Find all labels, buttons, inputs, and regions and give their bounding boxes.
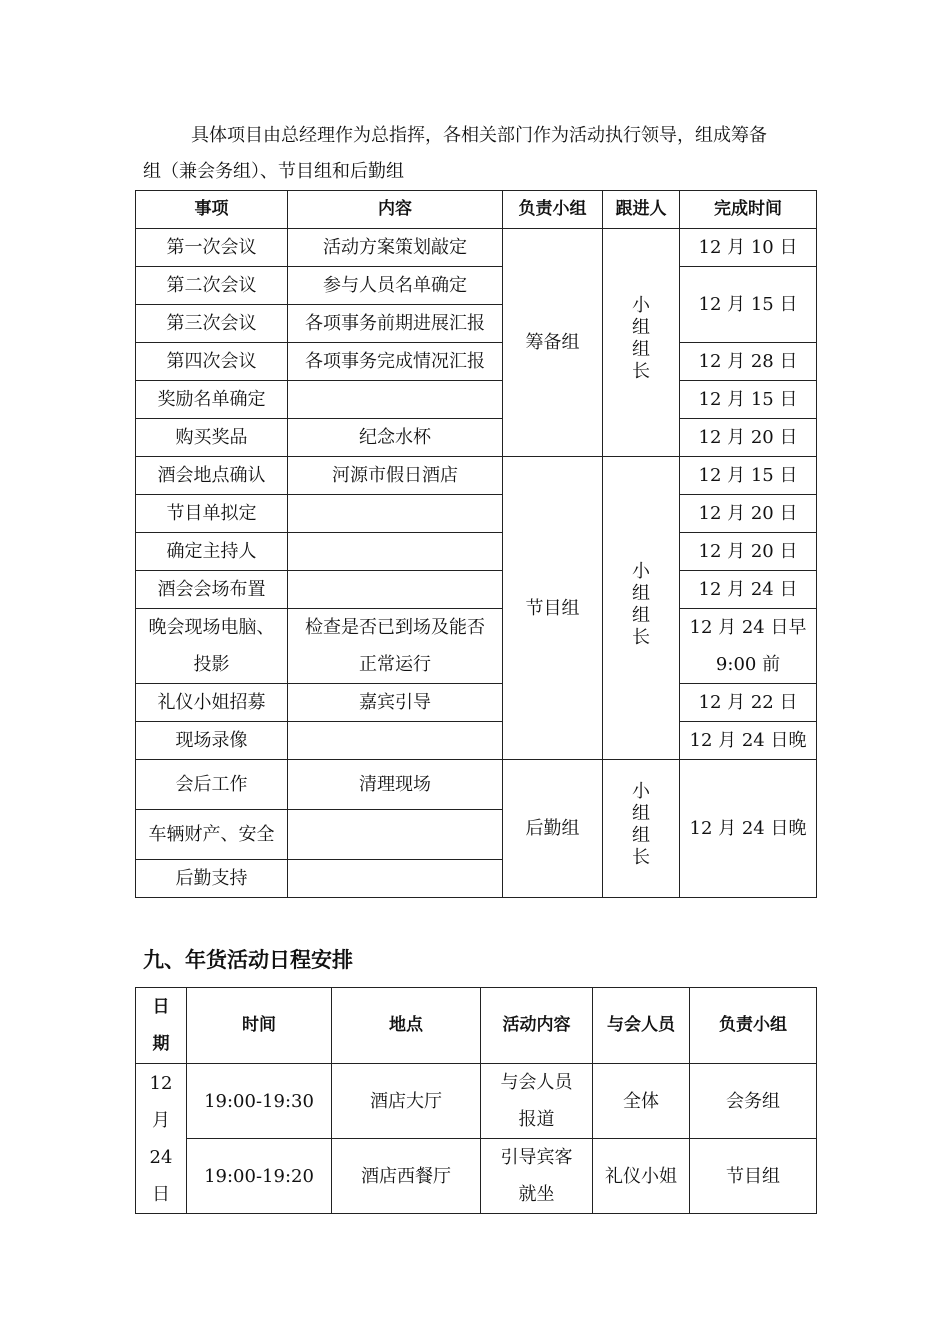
table-row <box>136 381 817 419</box>
item-cell <box>136 609 288 684</box>
table-header-row <box>136 191 817 229</box>
content-cell <box>288 609 503 684</box>
time-cell: 12 月 24 日晚 <box>680 722 817 760</box>
item-line-1: 晚会现场电脑、 <box>148 617 275 638</box>
follower-cell <box>603 229 680 457</box>
section-heading: 九、年货活动日程安排 <box>143 948 353 972</box>
intro-line-2: 组（兼会务组）、节目组和后勤组 <box>143 161 404 182</box>
table-row <box>136 419 817 457</box>
content-cell: 活动方案策划敲定 <box>288 229 503 267</box>
time-cell: 12 月 10 日 <box>680 229 817 267</box>
item-cell: 会后工作 <box>136 760 288 810</box>
follower-cell <box>603 760 680 898</box>
follower-text: 小组组长 <box>632 295 650 382</box>
table-header-row <box>136 988 817 1064</box>
activity-line-2: 报道 <box>518 1109 555 1130</box>
content-cell: 各项事务前期进展汇报 <box>288 305 503 343</box>
content-cell <box>288 810 503 860</box>
intro-paragraph <box>143 118 823 190</box>
table-row <box>136 609 817 684</box>
item-cell: 节目单拟定 <box>136 495 288 533</box>
time-cell: 12 月 20 日 <box>680 533 817 571</box>
activity-cell <box>481 1139 593 1214</box>
header-time: 完成时间 <box>680 191 817 229</box>
time-cell: 12 月 24 日 <box>680 571 817 609</box>
table-row <box>136 722 817 760</box>
place-cell: 酒店大厅 <box>332 1064 481 1139</box>
content-line-1: 检查是否已到场及能否 <box>305 617 485 638</box>
content-cell: 各项事务完成情况汇报 <box>288 343 503 381</box>
group-cell: 节目组 <box>690 1139 817 1214</box>
time-cell: 19:00-19:20 <box>187 1139 332 1214</box>
group-cell: 节目组 <box>503 457 603 760</box>
item-cell: 确定主持人 <box>136 533 288 571</box>
header-follower: 跟进人 <box>603 191 680 229</box>
content-cell: 河源市假日酒店 <box>288 457 503 495</box>
table-row <box>136 1139 817 1214</box>
time-cell: 12 月 24 日晚 <box>680 760 817 898</box>
item-cell: 礼仪小姐招募 <box>136 684 288 722</box>
content-cell: 嘉宾引导 <box>288 684 503 722</box>
content-cell <box>288 571 503 609</box>
content-cell: 纪念水杯 <box>288 419 503 457</box>
activity-line-1: 引导宾客 <box>500 1147 573 1168</box>
content-line-2: 正常运行 <box>359 654 431 675</box>
follower-text: 小组组长 <box>632 781 650 868</box>
item-cell: 酒会地点确认 <box>136 457 288 495</box>
header-item: 事项 <box>136 191 288 229</box>
header-attendees: 与会人员 <box>593 988 690 1064</box>
time-cell: 12 月 15 日 <box>680 457 817 495</box>
time-line-1: 12 月 24 日早 <box>689 617 807 638</box>
content-cell <box>288 722 503 760</box>
header-place: 地点 <box>332 988 481 1064</box>
attendees-cell: 礼仪小姐 <box>593 1139 690 1214</box>
table-row <box>136 229 817 267</box>
item-cell: 车辆财产、安全 <box>136 810 288 860</box>
item-cell: 第四次会议 <box>136 343 288 381</box>
time-cell: 12 月 15 日 <box>680 267 817 343</box>
item-cell: 现场录像 <box>136 722 288 760</box>
time-cell <box>680 609 817 684</box>
time-line-2: 9:00 前 <box>715 654 781 675</box>
follower-text: 小组组长 <box>632 560 650 648</box>
time-cell: 12 月 20 日 <box>680 419 817 457</box>
item-cell: 第二次会议 <box>136 267 288 305</box>
item-line-2: 投影 <box>193 654 230 675</box>
header-group: 负责小组 <box>690 988 817 1064</box>
header-time: 时间 <box>187 988 332 1064</box>
header-date <box>136 988 187 1064</box>
table-row <box>136 760 817 810</box>
table-row <box>136 533 817 571</box>
item-cell: 第一次会议 <box>136 229 288 267</box>
group-cell: 后勤组 <box>503 760 603 898</box>
item-cell: 第三次会议 <box>136 305 288 343</box>
header-content: 内容 <box>288 191 503 229</box>
content-cell <box>288 860 503 898</box>
time-cell: 19:00-19:30 <box>187 1064 332 1139</box>
date-cell <box>136 1064 187 1214</box>
header-date-text: 日期 <box>152 996 170 1054</box>
schedule-table <box>135 987 817 1214</box>
activity-line-1: 与会人员 <box>500 1072 573 1093</box>
table-row <box>136 343 817 381</box>
time-cell: 12 月 28 日 <box>680 343 817 381</box>
intro-line-1: 具体项目由总经理作为总指挥，各相关部门作为活动执行领导，组成筹备 <box>191 125 767 146</box>
header-group: 负责小组 <box>503 191 603 229</box>
activity-line-2: 就坐 <box>518 1184 555 1205</box>
item-cell: 酒会会场布置 <box>136 571 288 609</box>
table-row <box>136 684 817 722</box>
date-text: 12 月 24 日 <box>149 1072 173 1205</box>
group-cell: 筹备组 <box>503 229 603 457</box>
time-cell: 12 月 20 日 <box>680 495 817 533</box>
activity-cell <box>481 1064 593 1139</box>
item-cell: 购买奖品 <box>136 419 288 457</box>
group-cell: 会务组 <box>690 1064 817 1139</box>
table-row <box>136 1064 817 1139</box>
content-cell <box>288 495 503 533</box>
content-cell: 参与人员名单确定 <box>288 267 503 305</box>
time-cell: 12 月 15 日 <box>680 381 817 419</box>
table-row <box>136 457 817 495</box>
content-cell: 清理现场 <box>288 760 503 810</box>
task-table <box>135 190 817 898</box>
place-cell: 酒店西餐厅 <box>332 1139 481 1214</box>
follower-cell <box>603 457 680 760</box>
header-activity: 活动内容 <box>481 988 593 1064</box>
content-cell <box>288 533 503 571</box>
item-cell: 奖励名单确定 <box>136 381 288 419</box>
table-row <box>136 571 817 609</box>
time-cell: 12 月 22 日 <box>680 684 817 722</box>
table-row <box>136 267 817 305</box>
table-row <box>136 495 817 533</box>
attendees-cell: 全体 <box>593 1064 690 1139</box>
item-cell: 后勤支持 <box>136 860 288 898</box>
content-cell <box>288 381 503 419</box>
